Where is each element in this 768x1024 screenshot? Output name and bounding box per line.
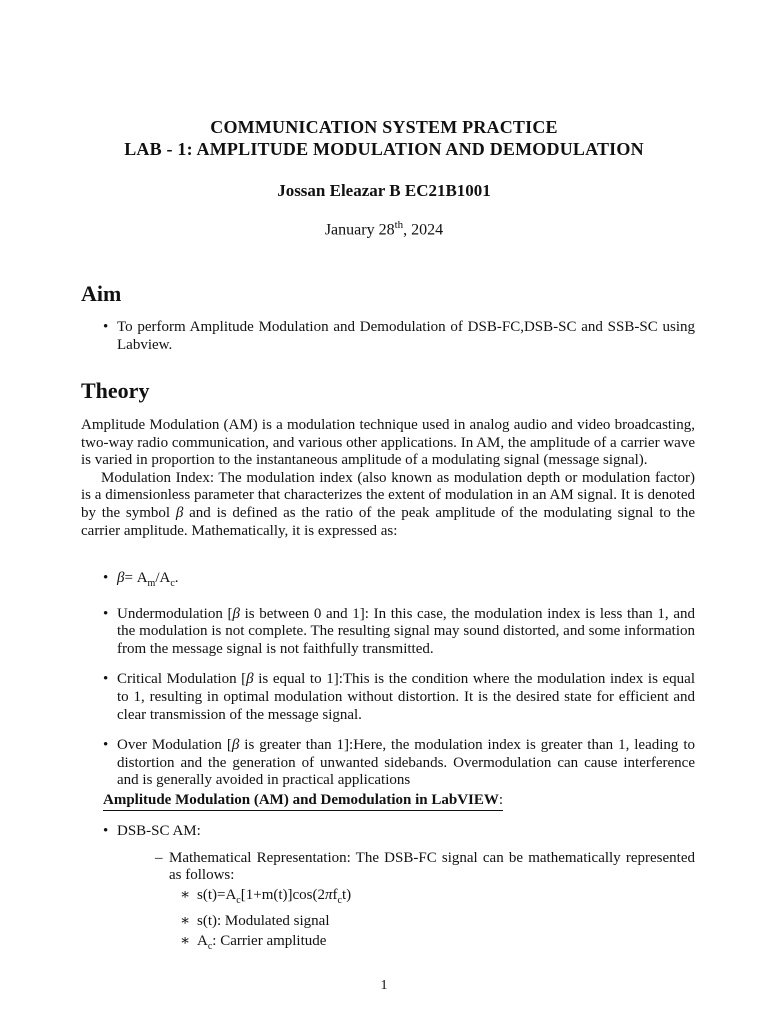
under-text-b: is between 0 and 1]: In this case, the modulation index is less than 1, and the modulation is not complete. The resulting signal may sound distorted, and some information from the message signal is not faithfully transmitted. — [117, 605, 695, 657]
title-line-1: COMMUNICATION SYSTEM PRACTICE — [210, 117, 558, 137]
aim-item-text: To perform Amplitude Modulation and Demodulation of DSB-FC,DSB-SC and SSB-SC using Labview. — [117, 319, 695, 353]
asterisk-icon: ∗ — [180, 912, 191, 929]
beta-symbol: β — [231, 737, 240, 754]
equation-item — [169, 911, 695, 931]
dsb-sub-list — [117, 850, 695, 957]
eq1-part-c: f — [332, 886, 338, 903]
am-labview-heading — [103, 792, 503, 811]
date-suffix: , 2024 — [403, 221, 444, 239]
eq2-text: s(t): Modulated signal — [197, 912, 330, 929]
equation-list — [169, 885, 695, 957]
bullet-icon: • — [103, 737, 109, 754]
critical-text-a: Critical Modulation [ — [117, 671, 247, 688]
date-prefix: January 28 — [324, 221, 395, 239]
para2-text-b: and is defined as the ratio of the peak amplitude of the modulating signal to the carrier amplitude. Mathematically, it is expressed as: — [81, 504, 696, 539]
over-text-a: Over Modulation [ — [117, 737, 232, 754]
subscript-c: c — [207, 940, 213, 952]
theory-heading: Theory — [81, 378, 150, 403]
formula-slash: /A — [155, 570, 171, 586]
theory-list — [81, 570, 695, 803]
am-heading-text: Amplitude Modulation (AM) and Demodulation in LabVIEW — [103, 792, 499, 808]
eq3-part-b: : Carrier amplitude — [212, 932, 327, 949]
math-representation-item — [133, 850, 695, 957]
para2-text-a: Modulation Index: The modulation index (also known as modulation depth or modulation factor) is a dimensionless parameter that characterizes the extent of modulation in an AM signal. It is denoted by the symbol — [81, 469, 695, 521]
dsb-sc-label: DSB-SC AM: — [117, 823, 201, 839]
beta-symbol: β — [175, 504, 184, 521]
asterisk-icon: ∗ — [180, 886, 191, 903]
bullet-icon: • — [103, 823, 109, 839]
equation-item — [169, 931, 695, 957]
theory-body — [81, 417, 695, 540]
am-heading-colon: : — [498, 792, 504, 808]
dsb-sc-item — [81, 823, 695, 957]
dsb-list — [81, 823, 695, 957]
date-ordinal: th — [394, 219, 404, 231]
aim-item — [81, 319, 695, 354]
undermodulation-item — [81, 606, 695, 659]
under-text-a: Undermodulation [ — [117, 605, 233, 622]
formula-item — [81, 570, 695, 593]
theory-paragraph-2 — [81, 470, 695, 540]
formula-eq: = A — [124, 570, 148, 586]
title-line-2: LAB - 1: AMPLITUDE MODULATION AND DEMODULATION — [124, 139, 644, 159]
eq1-part-d: t) — [341, 886, 352, 903]
page-number: 1 — [380, 978, 388, 993]
beta-symbol: β — [117, 570, 125, 586]
critical-text-b: is equal to 1]:This is the condition where the modulation index is equal to 1, resulting in optimal modulation without distortion. It is the desired state for efficient and clear transmission of the message signal. — [117, 671, 695, 723]
title-block — [0, 116, 768, 160]
theory-paragraph-1: Amplitude Modulation (AM) is a modulation technique used in analog audio and video broadcasting, two-way radio communication, and various other applications. In AM, the amplitude of a carrier wave is varied in proportion to the instantaneous amplitude of a modulating signal (message signal). — [81, 417, 695, 469]
subscript-c: c — [236, 894, 241, 906]
document-date — [0, 219, 768, 239]
subscript-c: c — [170, 578, 175, 589]
over-modulation-item — [81, 737, 695, 790]
bullet-icon: • — [103, 605, 109, 622]
subscript-c: c — [337, 894, 342, 906]
aim-heading: Aim — [81, 281, 122, 306]
formula-end: . — [174, 570, 179, 586]
over-text-b: is greater than 1]:Here, the modulation index is greater than 1, leading to distortion and the generation of unwanted sidebands. Overmodulation can cause interference and is generally avoided in practical applications — [117, 737, 696, 789]
pi-symbol: π — [325, 886, 333, 903]
eq1-part-b: [1+m(t)]cos(2 — [240, 886, 326, 903]
eq1-part-a: s(t)=A — [197, 886, 237, 903]
eq3-part-a: A — [197, 932, 208, 949]
bullet-icon: • — [103, 671, 109, 688]
subscript-m: m — [147, 578, 156, 589]
bullet-icon: • — [103, 319, 109, 335]
modulation-index-formula — [117, 570, 179, 589]
bullet-icon: • — [103, 570, 109, 586]
math-representation-text: Mathematical Representation: The DSB-FC signal can be mathematically represented as follows: — [169, 849, 695, 884]
author-name: Jossan Eleazar B EC21B1001 — [277, 181, 491, 200]
aim-list — [81, 319, 695, 354]
dash-icon: – — [155, 849, 163, 866]
beta-symbol: β — [232, 605, 240, 622]
equation-item — [169, 885, 695, 911]
beta-symbol: β — [246, 671, 254, 688]
critical-modulation-item — [81, 671, 695, 724]
asterisk-icon: ∗ — [180, 932, 191, 949]
